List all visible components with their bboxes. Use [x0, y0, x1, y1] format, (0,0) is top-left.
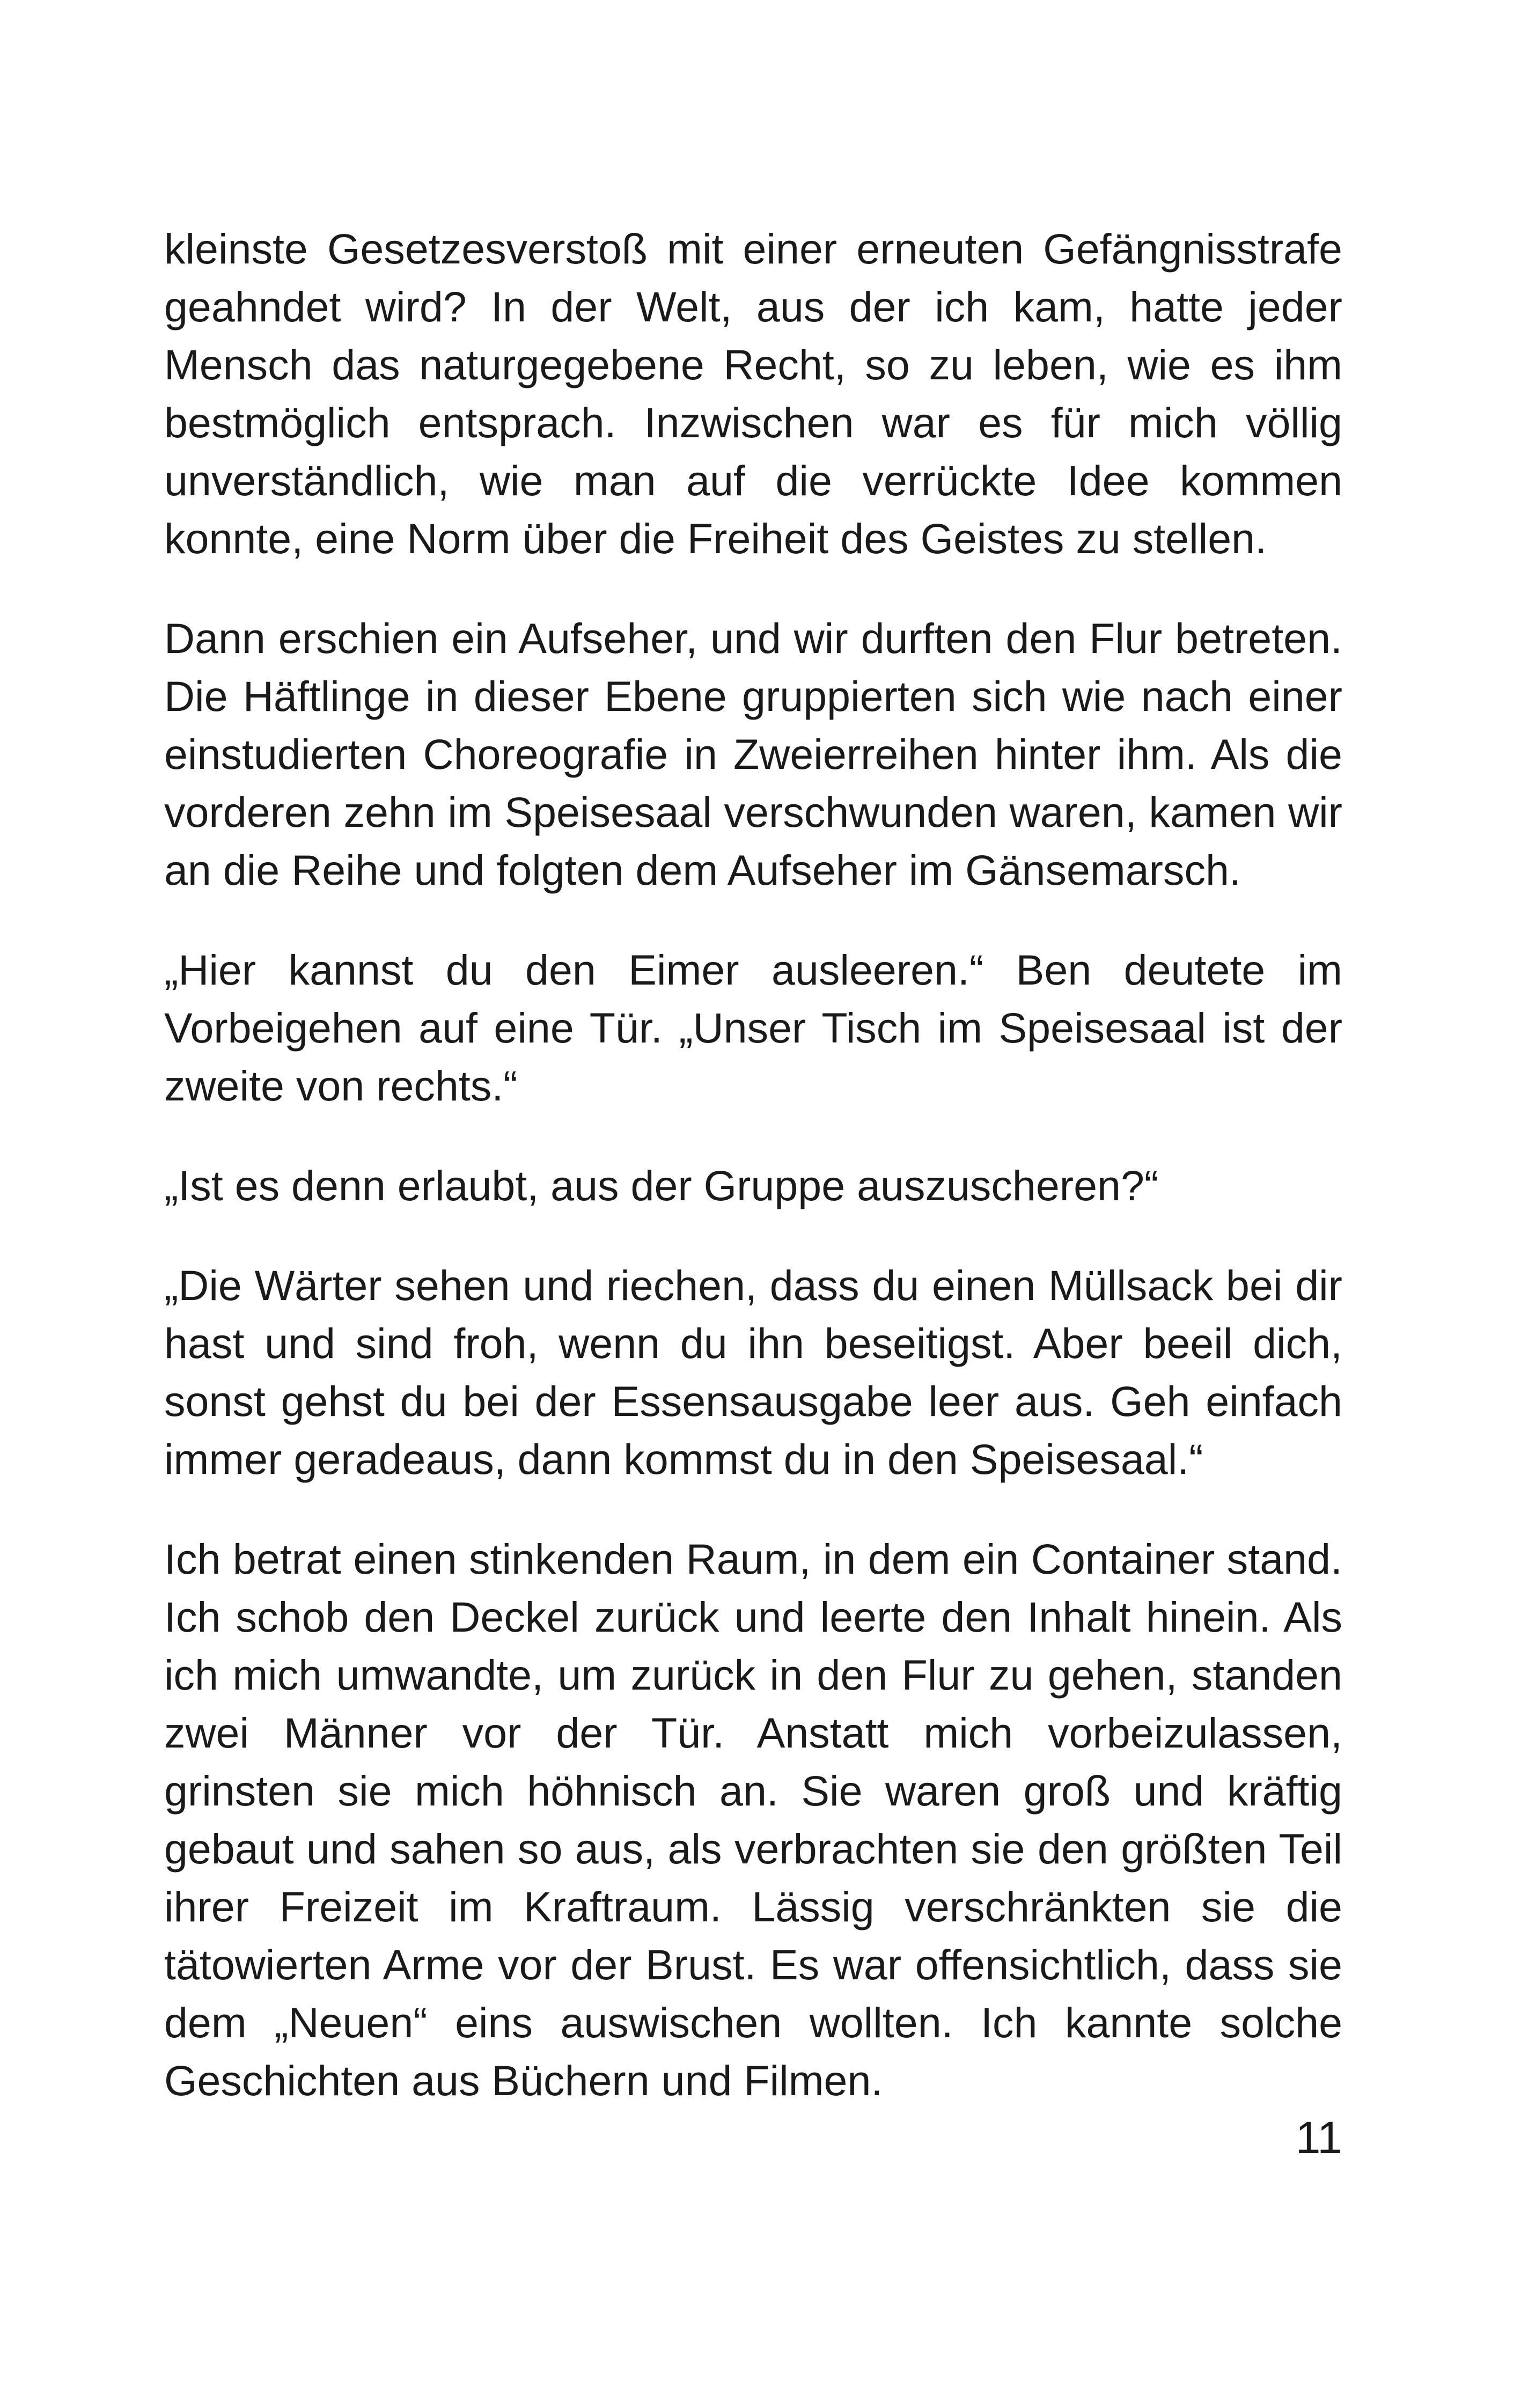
paragraph-6: Ich betrat einen stinkenden Raum, in dem ein Container stand. Ich schob den Deckel zurück und leerte den Inhalt hinein. Als ich mich umwandte, um zurück in den Flur zu gehen, standen zwei Männer vor der Tür. Anstatt mich vorbeizulassen, grinsten sie mich höhnisch an. Sie waren groß und kräftig gebaut und sahen so aus, als verbrachten sie den größten Teil ihrer Freizeit im Kraftraum. Lässig verschränkten sie die tätowierten Arme vor der Brust. Es war offensichtlich, dass sie dem „Neuen“ eins auswischen wollten. Ich kannte solche Geschichten aus Büchern und Filmen. — [164, 1535, 1342, 2104]
paragraph-5: „Die Wärter sehen und riechen, dass du einen Müllsack bei dir hast und sind froh, wenn du ihn beseitigst. Aber beeil dich, sonst gehst du bei der Essensausgabe leer aus. Geh einfach immer geradeaus, dann kommst du in den Speisesaal.“ — [164, 1261, 1342, 1483]
paragraph-2: Dann erschien ein Aufseher, und wir durften den Flur betreten. Die Häftlinge in dieser Ebene gruppierten sich wie nach einer einstudierten Choreografie in Zweierreihen hinter ihm. Als die vorderen zehn im Speisesaal verschwunden waren, kamen wir an die Reihe und folgten dem Aufseher im Gänsemarsch. — [164, 614, 1342, 894]
paragraph-3: „Hier kannst du den Eimer ausleeren.“ Ben deutete im Vorbeigehen auf eine Tür. „Unser Tisch im Speisesaal ist der zweite von rechts.“ — [164, 946, 1342, 1110]
paragraph-1: kleinste Gesetzesverstoß mit einer erneuten Gefängnisstrafe geahndet wird? In der Welt, aus der ich kam, hatte jeder Mensch das naturgegebene Recht, so zu leben, wie es ihm bestmöglich entsprach. Inzwischen war es für mich völlig unverständlich, wie man auf die verrückte Idee kommen konnte, eine Norm über die Freiheit des Geistes zu stellen. — [164, 225, 1342, 562]
paragraph-4: „Ist es denn erlaubt, aus der Gruppe auszuscheren?“ — [164, 1162, 1159, 1209]
body-text — [164, 220, 1342, 2152]
page-number: 11 — [1295, 2112, 1342, 2163]
